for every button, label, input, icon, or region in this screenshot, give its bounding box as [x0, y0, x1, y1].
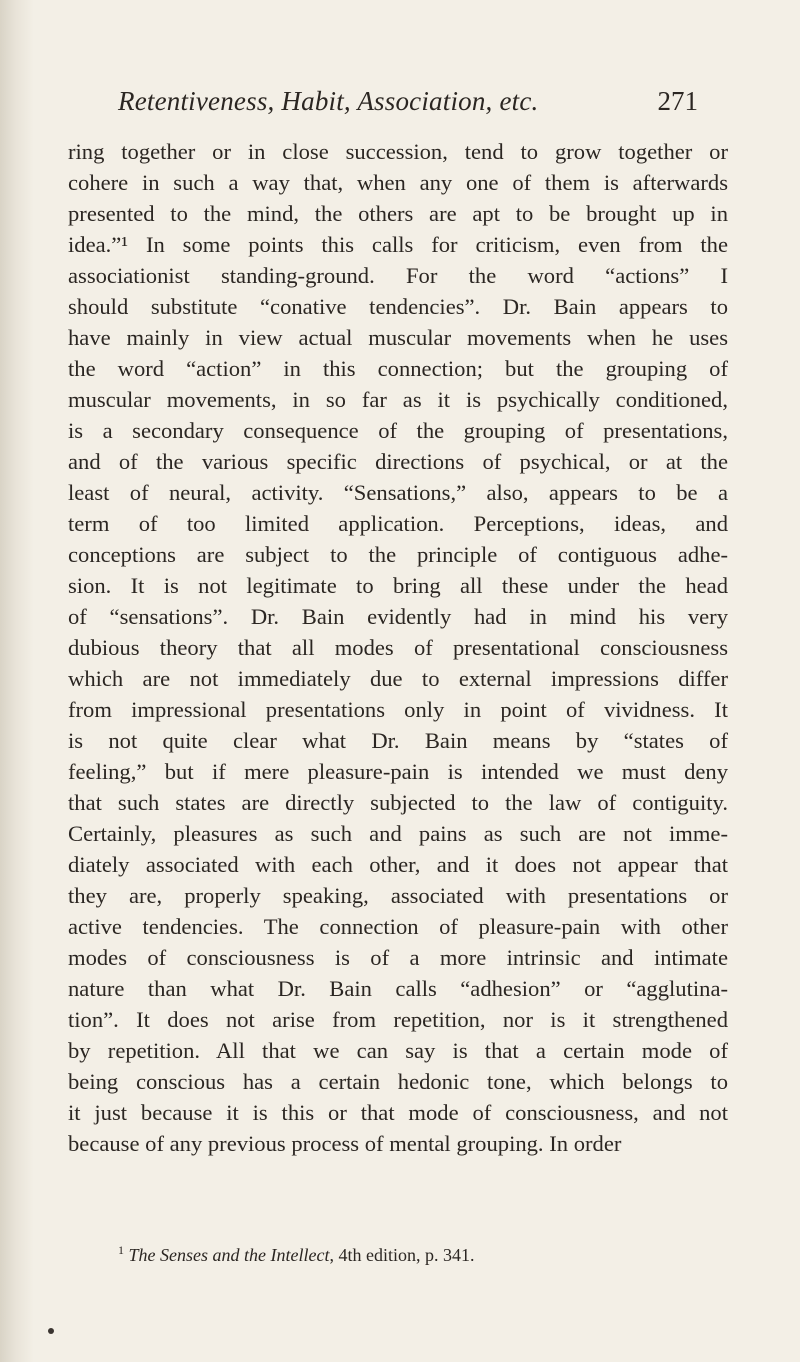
text-line: cohere in such a way that, when any one of them is afterwards	[68, 170, 728, 195]
text-line: idea.”¹ In some points this calls for criticism, even from the	[68, 232, 728, 257]
body-text	[68, 136, 728, 1159]
text-line: have mainly in view actual muscular movements when he uses	[68, 325, 728, 350]
text-line: the word “action” in this connection; but the grouping of	[68, 356, 728, 381]
text-line: it just because it is this or that mode of consciousness, and not	[68, 1100, 728, 1125]
text-line: muscular movements, in so far as it is psychically conditioned,	[68, 387, 728, 412]
text-line: feeling,” but if mere pleasure-pain is intended we must deny	[68, 759, 728, 784]
footnote-title: The Senses and the Intellect	[128, 1245, 330, 1265]
text-line: presented to the mind, the others are apt to be brought up in	[68, 201, 728, 226]
text-line: is not quite clear what Dr. Bain means by “states of	[68, 728, 728, 753]
text-line: that such states are directly subjected to the law of contiguity.	[68, 790, 728, 815]
page-number: 271	[657, 86, 698, 116]
page-edge-shadow	[0, 0, 34, 1362]
text-line: nature than what Dr. Bain calls “adhesion” or “agglutina-	[68, 976, 728, 1001]
text-line: from impressional presentations only in point of vividness. It	[68, 697, 728, 722]
text-line: because of any previous process of mental grouping. In order	[68, 1131, 622, 1156]
footnote-marker: 1	[118, 1243, 124, 1257]
running-head: Retentiveness, Habit, Association, etc.	[118, 86, 539, 116]
text-line: of “sensations”. Dr. Bain evidently had in mind his very	[68, 604, 728, 629]
text-line: should substitute “conative tendencies”. Dr. Bain appears to	[68, 294, 728, 319]
text-line: tion”. It does not arise from repetition, nor is it strengthened	[68, 1007, 728, 1032]
text-line: modes of consciousness is of a more intrinsic and intimate	[68, 945, 728, 970]
text-line: term of too limited application. Perceptions, ideas, and	[68, 511, 728, 536]
text-line: active tendencies. The connection of pleasure-pain with other	[68, 914, 728, 939]
footnote-text: , 4th edition, p. 341.	[329, 1245, 475, 1265]
margin-dot	[48, 1328, 54, 1334]
text-line: which are not immediately due to external impressions differ	[68, 666, 728, 691]
text-line: being conscious has a certain hedonic tone, which belongs to	[68, 1069, 728, 1094]
text-line: Certainly, pleasures as such and pains as such are not imme-	[68, 821, 728, 846]
text-line: is a secondary consequence of the grouping of presentations,	[68, 418, 728, 443]
text-line: ring together or in close succession, tend to grow together or	[68, 139, 728, 164]
text-line: conceptions are subject to the principle of contiguous adhe-	[68, 542, 728, 567]
text-line: least of neural, activity. “Sensations,” also, appears to be a	[68, 480, 728, 505]
text-line: associationist standing-ground. For the word “actions” I	[68, 263, 728, 288]
footnote	[118, 1244, 728, 1266]
text-line: they are, properly speaking, associated with presentations or	[68, 883, 728, 908]
text-line: diately associated with each other, and it does not appear that	[68, 852, 728, 877]
text-line: dubious theory that all modes of presentational consciousness	[68, 635, 728, 660]
page-header	[118, 86, 698, 126]
text-line: by repetition. All that we can say is that a certain mode of	[68, 1038, 728, 1063]
text-line: and of the various specific directions of psychical, or at the	[68, 449, 728, 474]
text-line: sion. It is not legitimate to bring all these under the head	[68, 573, 728, 598]
